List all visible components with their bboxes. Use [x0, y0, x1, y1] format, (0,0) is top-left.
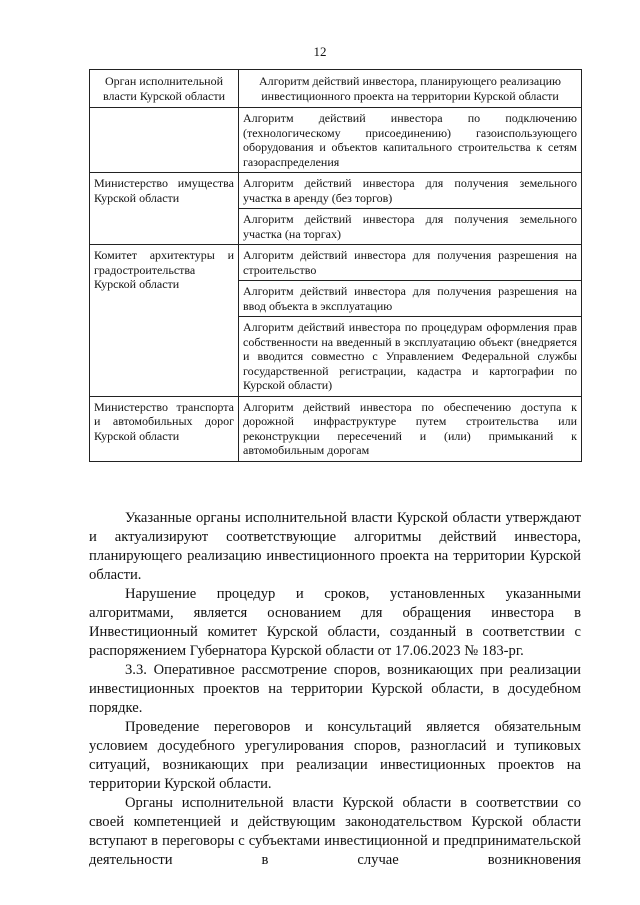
header-organ: Орган исполнительной власти Курской области [90, 70, 239, 108]
algorithms-table [89, 69, 582, 462]
header-algorithm: Алгоритм действий инвестора, планирующего реализацию инвестиционного проекта на территории Курской области [239, 70, 582, 108]
paragraph: Нарушение процедур и сроков, установленных указанными алгоритмами, является основанием для обращения инвестора в Инвестиционный комитет Курской области, созданный в соответствии с распоряжением Губернатора Курской области от 17.06.2023 № 183-рг. [89, 586, 581, 659]
algorithm-cell: Алгоритм действий инвестора для получения разрешения на ввод объекта в эксплуатацию [239, 281, 582, 317]
organ-cell: Министерство транспорта и автомобильных дорог Курской области [90, 396, 239, 461]
body-text [89, 509, 581, 870]
algorithm-cell: Алгоритм действий инвестора по подключению (технологическому присоединению) газоиспользующего оборудования и объектов капитального строительства к сетям газораспределения [239, 108, 582, 173]
table-row [90, 245, 582, 281]
algorithm-cell: Алгоритм действий инвестора по процедурам оформления прав собственности на введенный в эксплуатацию объект (внедряется и вводится совместно с Управлением Федеральной службы государственной регистрации, кадастра и картографии по Курской области) [239, 317, 582, 397]
algorithm-cell: Алгоритм действий инвестора для получения разрешения на строительство [239, 245, 582, 281]
table-row [90, 396, 582, 461]
table-row [90, 173, 582, 209]
table-header-row [90, 70, 582, 108]
paragraph: Проведение переговоров и консультаций является обязательным условием досудебного урегулирования споров, разногласий и тупиковых ситуаций, возникающих при реализации инвестиционных проектов на территории Курской области. [89, 719, 581, 792]
table-row [90, 108, 582, 173]
paragraph: 3.3. Оперативное рассмотрение споров, возникающих при реализации инвестиционных проектов на территории Курской области, в досудебном порядке. [89, 662, 581, 716]
organ-cell [90, 108, 239, 173]
paragraph: Указанные органы исполнительной власти Курской области утверждают и актуализируют соответствующие алгоритмы действий инвестора, планирующего реализацию инвестиционного проекта на территории Курской области. [89, 510, 581, 583]
page-number: 12 [313, 44, 327, 59]
paragraph: Органы исполнительной власти Курской области в соответствии со своей компетенцией и действующим законодательством Курской области вступают в переговоры с субъектами инвестиционной и предпринимательской деятельности в случае возникновения [89, 795, 581, 868]
organ-cell: Министерство имущества Курской области [90, 173, 239, 245]
algorithm-cell: Алгоритм действий инвестора для получения земельного участка в аренду (без торгов) [239, 173, 582, 209]
algorithm-cell: Алгоритм действий инвестора для получения земельного участка (на торгах) [239, 209, 582, 245]
algorithm-cell: Алгоритм действий инвестора по обеспечению доступа к дорожной инфраструктуре путем строительства или реконструкции пересечений и (или) примыканий к автомобильным дорогам [239, 396, 582, 461]
organ-cell: Комитет архитектуры и градостроительства Курской области [90, 245, 239, 397]
